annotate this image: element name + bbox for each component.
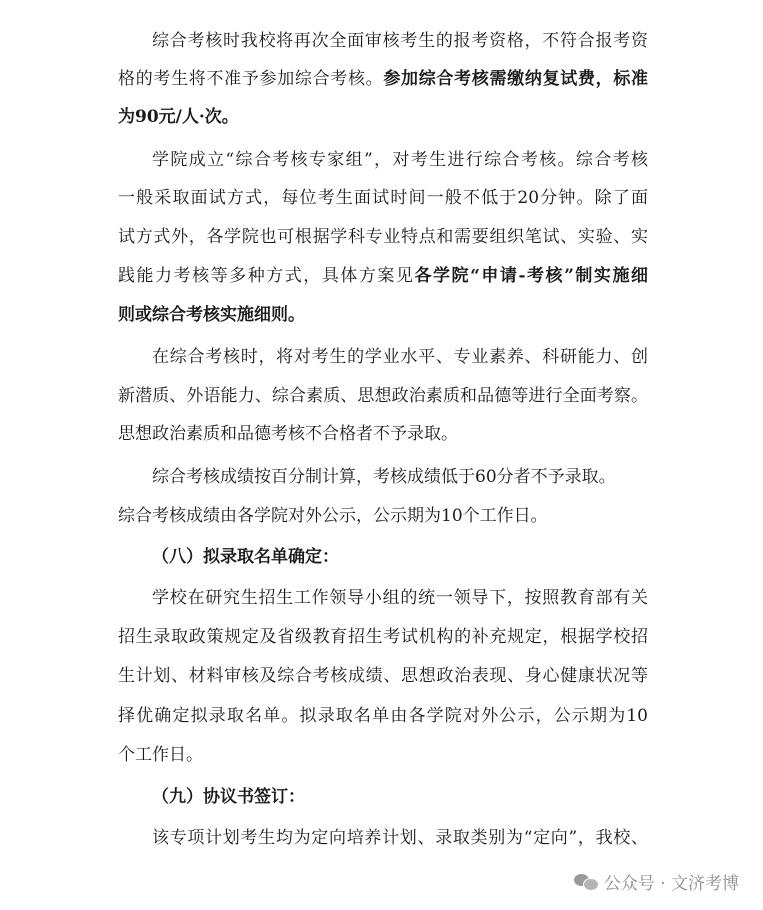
wechat-icon <box>574 872 598 892</box>
watermark-text: 公众号 · 文济考博 <box>603 874 739 894</box>
p1-line2-bold: 参加综合考核需缴纳复试费，标准 <box>383 69 649 89</box>
p3-line1: 在综合考核时，将对考生的学业水平、专业素养、科研能力、创 <box>152 347 648 367</box>
section-heading-8: （八）拟录取名单确定： <box>152 547 339 567</box>
p5-line2: 招生录取政策规定及省级教育招生考试机构的补充规定，根据学校招 <box>118 627 648 647</box>
p2-line4-normal: 践能力考核等多种方式，具体方案见 <box>118 266 415 286</box>
p5-line3: 生计划、材料审核及综合考核成绩、思想政治表现、身心健康状况等 <box>118 666 648 686</box>
p5-line1: 学校在研究生招生工作领导小组的统一领导下，按照教育部有关 <box>152 588 648 608</box>
p1-line1: 综合考核时我校将再次全面审核考生的报考资格，不符合报考资 <box>152 31 648 51</box>
p3-line2: 新潜质、外语能力、综合素质、思想政治素质和品德等进行全面考察。 <box>118 386 648 406</box>
p5-line5: 个工作日。 <box>118 745 203 765</box>
p5-line4: 择优确定拟录取名单。拟录取名单由各学院对外公示，公示期为10 <box>118 706 648 726</box>
p2-line4 <box>118 265 648 287</box>
p2-line1: 学院成立“综合考核专家组”，对考生进行综合考核。综合考核 <box>152 150 648 170</box>
p1-line2-normal: 格的考生将不准予参加综合考核。 <box>118 69 384 89</box>
p2-line3: 试方式外，各学院也可根据学科专业特点和需要组织笔试、实验、实 <box>118 227 648 247</box>
p6-line1: 该专项计划考生均为定向培养计划、录取类别为“定向”，我校、 <box>152 828 648 848</box>
p4-line1: 综合考核成绩按百分制计算，考核成绩低于60分者不予录取。 <box>152 467 616 487</box>
p3-line3: 思想政治素质和品德考核不合格者不予录取。 <box>118 424 458 444</box>
p2-line4-bold: 各学院“申请-考核”制实施细 <box>414 266 648 286</box>
p1-line3: 为90元/人·次。 <box>118 107 239 127</box>
p2-line5: 则或综合考核实施细则。 <box>118 305 305 325</box>
watermark <box>574 869 739 894</box>
section-heading-9: （九）协议书签订： <box>152 787 305 807</box>
p1-line2 <box>118 68 648 90</box>
p2-line2: 一般采取面试方式，每位考生面试时间一般不低于20分钟。除了面 <box>118 188 648 208</box>
p4-line2: 综合考核成绩由各学院对外公示，公示期为10个工作日。 <box>118 506 548 526</box>
